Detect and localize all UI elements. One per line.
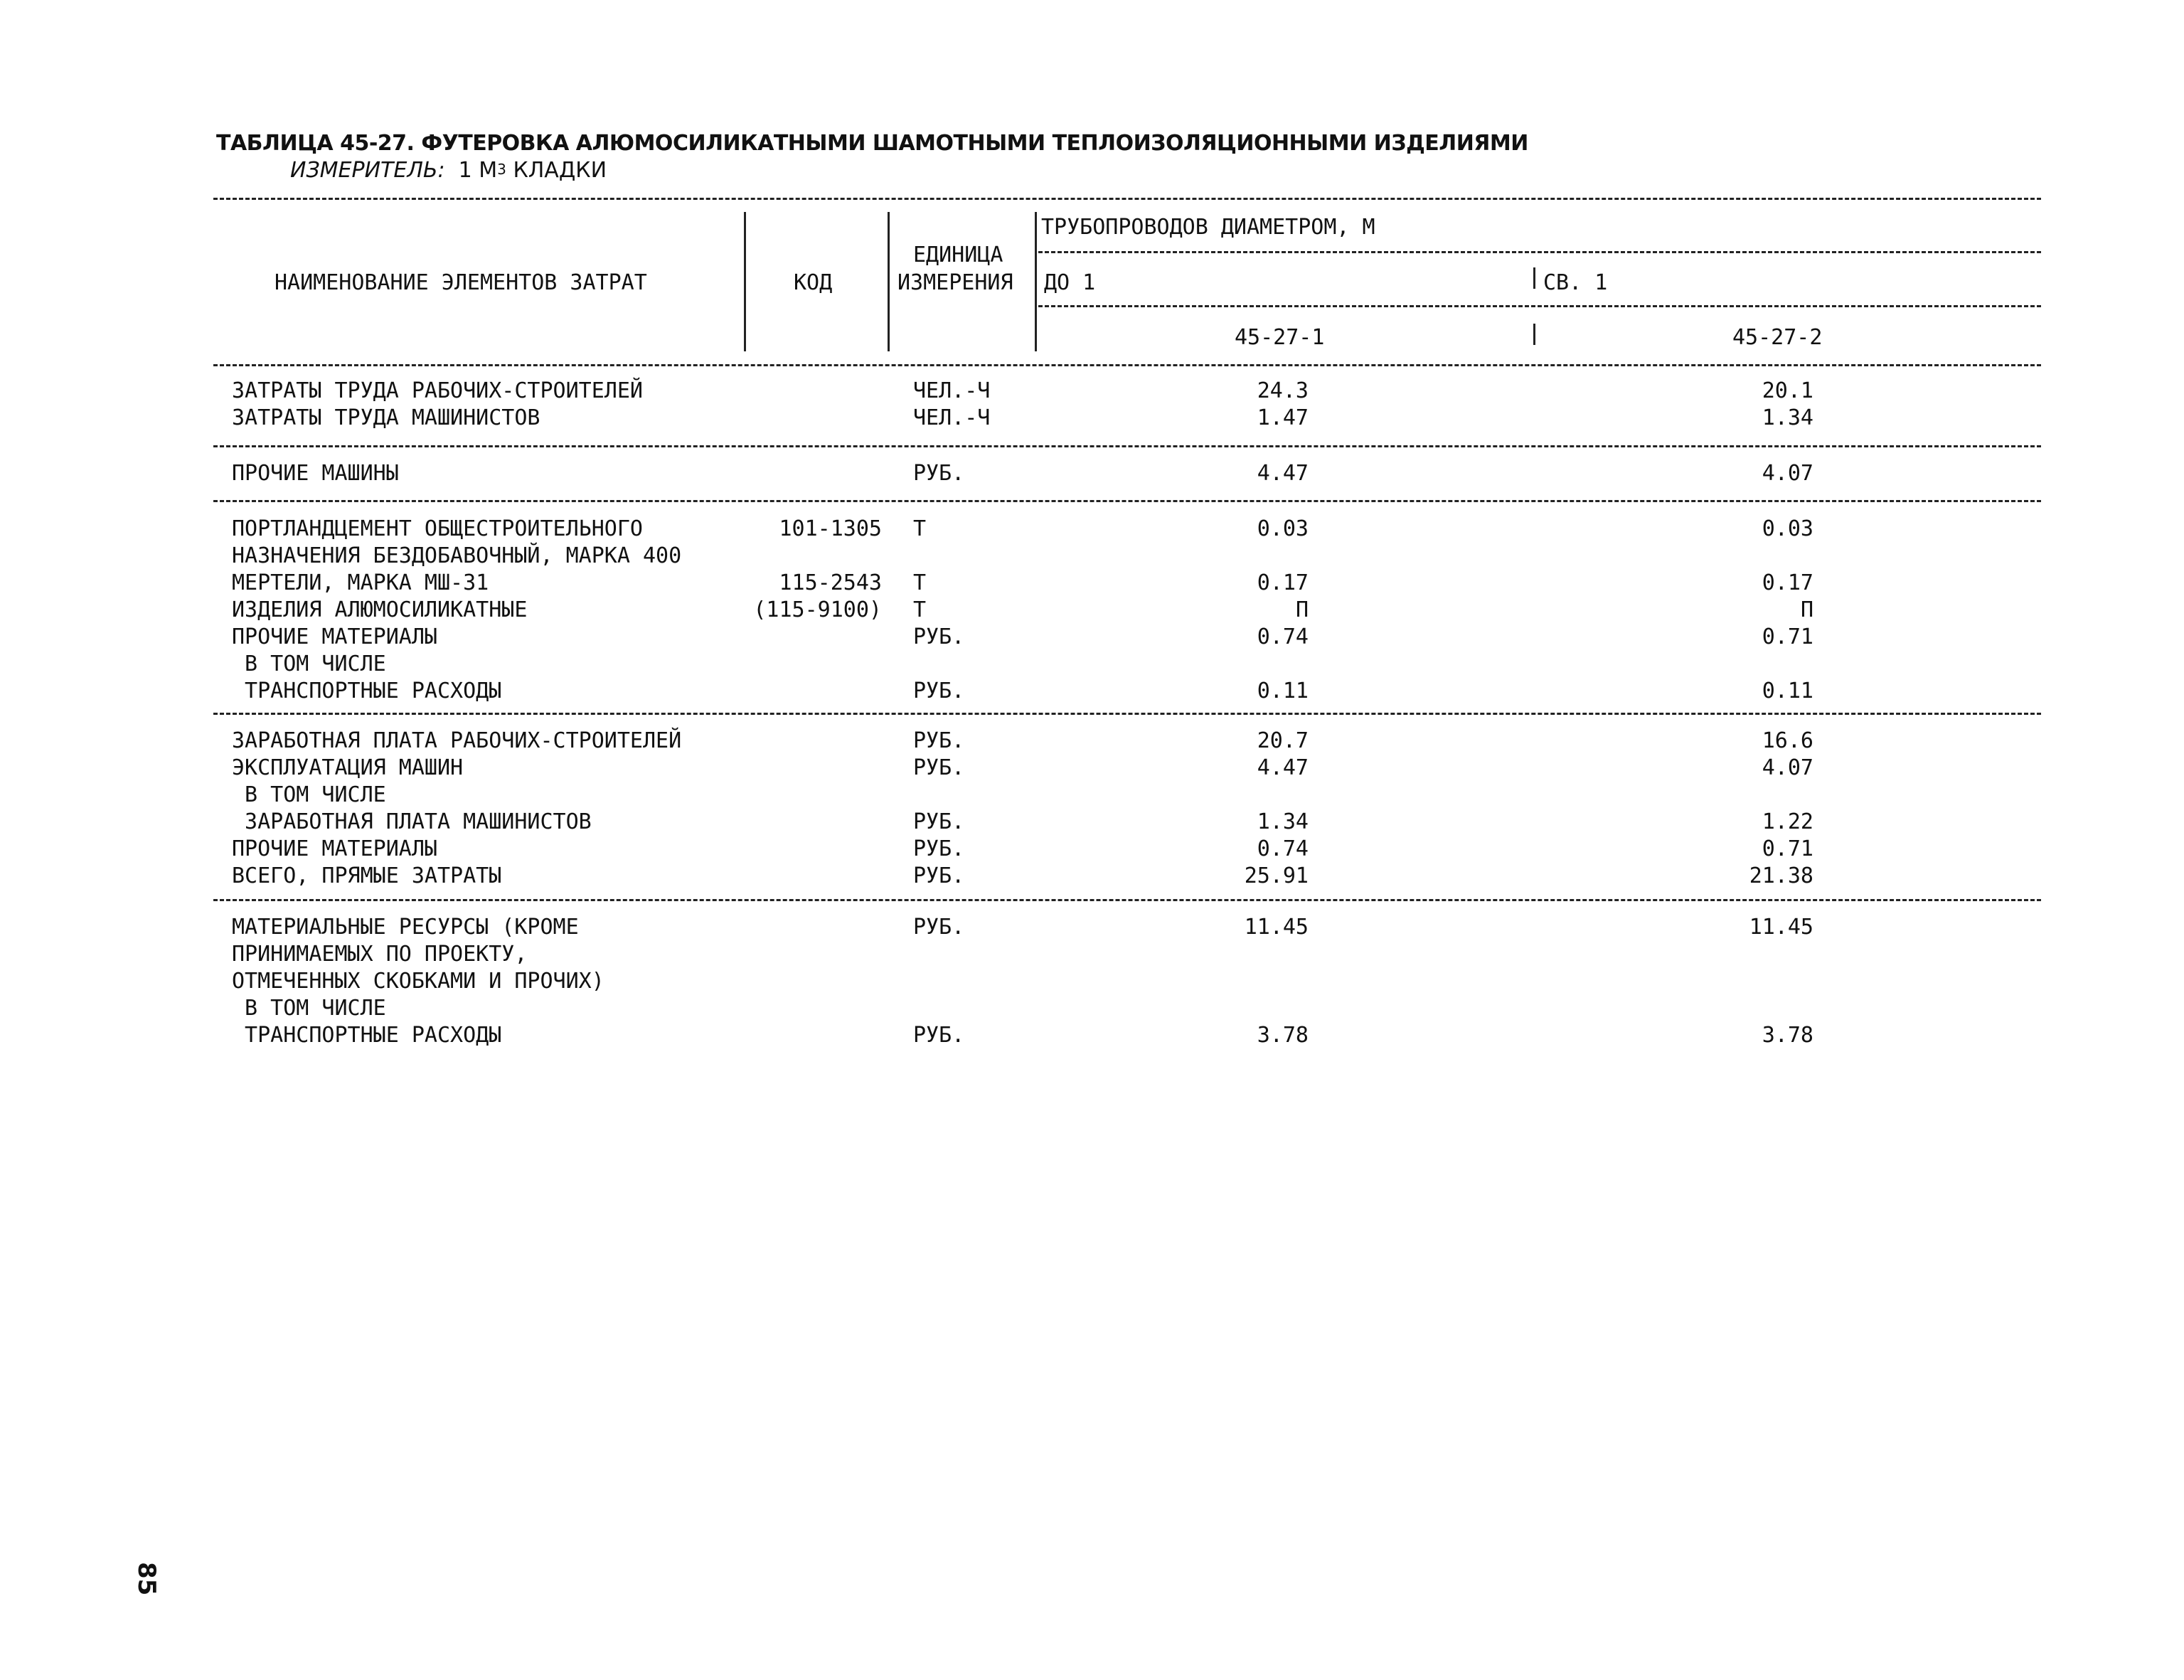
row-unit: РУБ.: [913, 915, 965, 940]
row-value-1: П: [1295, 597, 1309, 622]
row-name: ПРИНИМАЕМЫХ ПО ПРОЕКТУ,: [232, 942, 528, 967]
row-unit: Т: [913, 516, 927, 541]
header-group: ТРУБОПРОВОДОВ ДИАМЕТРОМ, М: [1041, 215, 1375, 240]
row-unit: Т: [913, 570, 927, 595]
row-value-1: 4.47: [1257, 461, 1309, 486]
row-name: ПРОЧИЕ МАТЕРИАЛЫ: [232, 624, 437, 649]
row-unit: РУБ.: [913, 461, 965, 486]
row-name: ТРАНСПОРТНЫЕ РАСХОДЫ: [232, 1023, 502, 1048]
measure-label: ИЗМЕРИТЕЛЬ:: [290, 158, 445, 183]
measure-sup: 3: [497, 161, 506, 178]
row-name: ЗАРАБОТНАЯ ПЛАТА МАШИНИСТОВ: [232, 809, 592, 834]
rule-sub: [1038, 305, 2041, 307]
measure-value: 1 М: [458, 158, 498, 183]
row-name: ЗАТРАТЫ ТРУДА РАБОЧИХ-СТРОИТЕЛЕЙ: [232, 378, 643, 403]
row-name: В ТОМ ЧИСЛЕ: [232, 782, 386, 807]
row-code: 115-2543: [779, 570, 882, 595]
row-name: В ТОМ ЧИСЛЕ: [232, 652, 386, 676]
row-unit: РУБ.: [913, 863, 965, 888]
header-unit-2: ИЗМЕРЕНИЯ: [897, 270, 1013, 295]
row-value-1: 25.91: [1244, 863, 1309, 888]
header-code1: 45-27-1: [1235, 325, 1325, 350]
row-value-2: 11.45: [1749, 915, 1813, 940]
rule-sec-2: [213, 500, 2041, 502]
rule-top: [213, 198, 2041, 200]
row-value-1: 3.78: [1257, 1023, 1309, 1048]
row-value-2: 3.78: [1762, 1023, 1813, 1048]
rule-group: [1038, 251, 2041, 253]
row-name: ЗАТРАТЫ ТРУДА МАШИНИСТОВ: [232, 405, 540, 430]
row-name: ЗАРАБОТНАЯ ПЛАТА РАБОЧИХ-СТРОИТЕЛЕЙ: [232, 728, 682, 753]
header-sub2: СВ. 1: [1543, 270, 1608, 295]
measure-unit: КЛАДКИ: [513, 158, 607, 183]
row-value-2: 0.71: [1762, 836, 1813, 861]
measure-line: [290, 158, 607, 185]
header-sep-5: [1533, 324, 1535, 345]
row-value-1: 4.47: [1257, 755, 1309, 780]
row-name: ПРОЧИЕ МАТЕРИАЛЫ: [232, 836, 437, 861]
header-code2: 45-27-2: [1732, 325, 1823, 350]
row-value-1: 20.7: [1257, 728, 1309, 753]
row-value-2: 0.03: [1762, 516, 1813, 541]
row-code: 101-1305: [779, 516, 882, 541]
rule-sec-3: [213, 713, 2041, 715]
row-unit: РУБ.: [913, 679, 965, 703]
row-value-2: 0.17: [1762, 570, 1813, 595]
row-value-1: 1.47: [1257, 405, 1309, 430]
header-code: КОД: [794, 270, 833, 295]
row-name: ПОРТЛАНДЦЕМЕНТ ОБЩЕСТРОИТЕЛЬНОГО: [232, 516, 643, 541]
row-name: НАЗНАЧЕНИЯ БЕЗДОБАВОЧНЫЙ, МАРКА 400: [232, 543, 682, 568]
row-value-2: 21.38: [1749, 863, 1813, 888]
row-name: ВСЕГО, ПРЯМЫЕ ЗАТРАТЫ: [232, 863, 502, 888]
row-unit: РУБ.: [913, 755, 965, 780]
row-value-1: 11.45: [1244, 915, 1309, 940]
header-sub1: ДО 1: [1044, 270, 1096, 295]
row-value-1: 1.34: [1257, 809, 1309, 834]
row-unit: РУБ.: [913, 1023, 965, 1048]
row-value-1: 0.74: [1257, 836, 1309, 861]
row-value-2: П: [1800, 597, 1813, 622]
row-value-2: 0.71: [1762, 624, 1813, 649]
header-unit-1: ЕДИНИЦА: [913, 243, 1003, 267]
rule-sec-1: [213, 445, 2041, 447]
row-unit: РУБ.: [913, 836, 965, 861]
row-name: ОТМЕЧЕННЫХ СКОБКАМИ И ПРОЧИХ): [232, 969, 604, 994]
row-name: В ТОМ ЧИСЛЕ: [232, 996, 386, 1021]
header-sep-1: [744, 212, 746, 351]
row-value-1: 0.03: [1257, 516, 1309, 541]
row-unit: РУБ.: [913, 624, 965, 649]
row-value-1: 0.17: [1257, 570, 1309, 595]
row-value-2: 4.07: [1762, 755, 1813, 780]
row-unit: РУБ.: [913, 809, 965, 834]
row-value-1: 0.11: [1257, 679, 1309, 703]
row-name: МЕРТЕЛИ, МАРКА МШ-31: [232, 570, 489, 595]
row-value-1: 0.74: [1257, 624, 1309, 649]
header-sep-3: [1035, 212, 1037, 351]
header-name: НАИМЕНОВАНИЕ ЭЛЕМЕНТОВ ЗАТРАТ: [275, 270, 647, 295]
row-value-2: 1.22: [1762, 809, 1813, 834]
row-value-2: 20.1: [1762, 378, 1813, 403]
header-sep-4: [1533, 267, 1535, 289]
row-unit: Т: [913, 597, 927, 622]
row-value-2: 4.07: [1762, 461, 1813, 486]
row-value-2: 1.34: [1762, 405, 1813, 430]
row-unit: РУБ.: [913, 728, 965, 753]
rule-sec-4: [213, 899, 2041, 901]
table-title: ТАБЛИЦА 45-27. ФУТЕРОВКА АЛЮМОСИЛИКАТНЫМИ ШАМОТНЫМИ ТЕПЛОИЗОЛЯЦИОННЫМИ ИЗДЕЛИЯМИ: [216, 131, 1528, 156]
row-code: (115-9100): [753, 597, 882, 622]
row-value-2: 0.11: [1762, 679, 1813, 703]
rule-header-bottom: [213, 364, 2041, 366]
header-sep-2: [888, 212, 890, 351]
row-value-1: 24.3: [1257, 378, 1309, 403]
row-name: ЭКСПЛУАТАЦИЯ МАШИН: [232, 755, 464, 780]
page-number: 85: [132, 1562, 161, 1596]
row-unit: ЧЕЛ.-Ч: [913, 405, 991, 430]
row-name: ИЗДЕЛИЯ АЛЮМОСИЛИКАТНЫЕ: [232, 597, 528, 622]
row-name: ТРАНСПОРТНЫЕ РАСХОДЫ: [232, 679, 502, 703]
row-name: МАТЕРИАЛЬНЫЕ РЕСУРСЫ (КРОМЕ: [232, 915, 579, 940]
row-unit: ЧЕЛ.-Ч: [913, 378, 991, 403]
row-value-2: 16.6: [1762, 728, 1813, 753]
row-name: ПРОЧИЕ МАШИНЫ: [232, 461, 399, 486]
